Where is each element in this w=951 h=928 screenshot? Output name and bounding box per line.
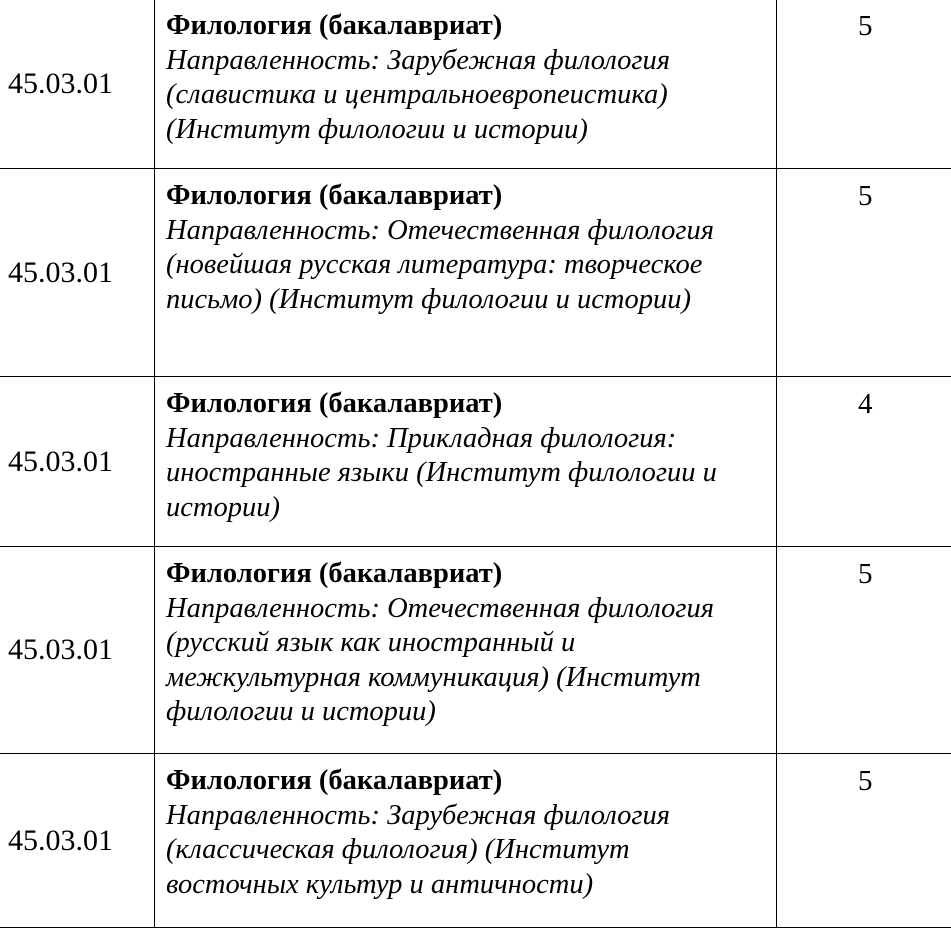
program-code: 45.03.01	[0, 169, 155, 377]
program-cell	[155, 754, 777, 928]
program-focus: Направленность: Прикладная филология: иностранные языки (Институт филологии и истории)	[166, 422, 768, 526]
program-value: 5	[777, 754, 951, 928]
program-title: Филология (бакалавриат)	[166, 764, 768, 799]
table-row	[0, 0, 951, 169]
program-focus: Направленность: Отечественная филология (русский язык как иностранный и межкультурная коммуникация) (Институт филологии и истории)	[166, 592, 768, 730]
program-title: Филология (бакалавриат)	[166, 179, 768, 214]
program-value: 5	[777, 0, 951, 169]
table-row	[0, 377, 951, 547]
program-title: Филология (бакалавриат)	[166, 387, 768, 422]
table-row	[0, 169, 951, 377]
program-title: Филология (бакалавриат)	[166, 557, 768, 592]
program-value: 5	[777, 169, 951, 377]
program-value: 5	[777, 547, 951, 754]
program-focus: Направленность: Отечественная филология (новейшая русская литература: творческое письмо) (Институт филологии и истории)	[166, 214, 768, 318]
program-cell	[155, 547, 777, 754]
program-cell	[155, 169, 777, 377]
program-cell	[155, 377, 777, 547]
program-focus: Направленность: Зарубежная филология (классическая филология) (Институт восточных культур и античности)	[166, 799, 768, 903]
program-title: Филология (бакалавриат)	[166, 9, 768, 44]
table-row	[0, 754, 951, 928]
program-value: 4	[777, 377, 951, 547]
table-row	[0, 547, 951, 754]
program-code: 45.03.01	[0, 0, 155, 169]
program-focus: Направленность: Зарубежная филология (славистика и центральноевропеистика) (Институт филологии и истории)	[166, 44, 768, 148]
program-cell	[155, 0, 777, 169]
program-code: 45.03.01	[0, 377, 155, 547]
program-code: 45.03.01	[0, 547, 155, 754]
program-code: 45.03.01	[0, 754, 155, 928]
